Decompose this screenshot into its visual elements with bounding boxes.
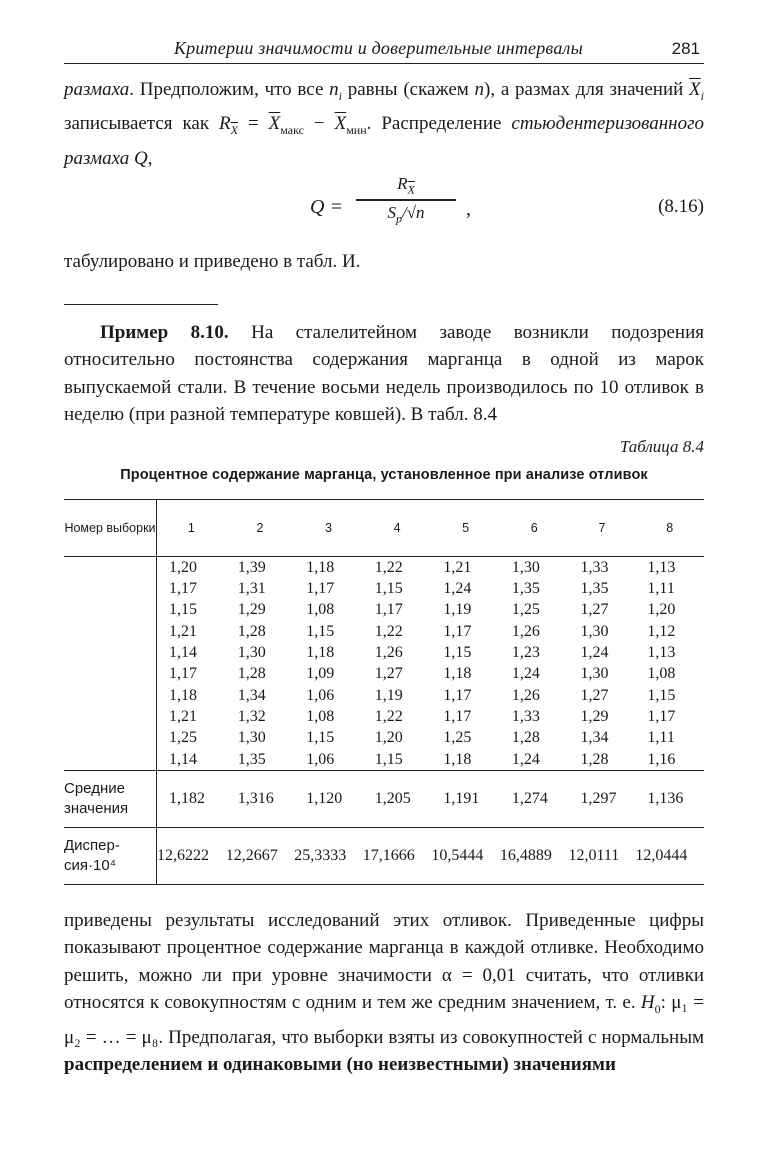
value-stack: [157, 557, 226, 770]
value-cell: 1,17: [443, 707, 472, 725]
value-cell: 1,30: [237, 729, 266, 747]
dispersion-cell: 12,0111: [568, 827, 635, 884]
value-cell: 1,21: [169, 707, 197, 725]
value-cell: 1,31: [237, 580, 266, 598]
value-cell: 1,33: [511, 707, 540, 725]
mean-cell: 1,297: [568, 770, 635, 827]
means-label: [64, 770, 157, 827]
sub-i-2: i: [700, 88, 704, 103]
dispersion-label-line2: сия·10⁴: [64, 856, 117, 874]
values-column: [500, 556, 569, 770]
example-text: На сталелитейном заводе возникли подозрения относительно постоянства содержания марганца в одной из марок выпускаемой стали. В течение восьми недель производилось по 10 отливок в неделю (при разной температуре ковшей). В табл. 8.4: [64, 321, 704, 426]
value-cell: 1,25: [511, 601, 540, 619]
var-x-bar-min: $\overline{X}$: [334, 113, 347, 135]
value-cell: 1,15: [374, 750, 403, 768]
dispersion-cell: 10,5444: [431, 827, 500, 884]
value-cell: 1,15: [306, 622, 335, 640]
dispersion-cell: 16,4889: [500, 827, 569, 884]
section-divider: [64, 304, 218, 305]
mean-cell: 1,274: [500, 770, 569, 827]
value-cell: 1,26: [374, 644, 403, 662]
mean-cell: 1,316: [226, 770, 295, 827]
value-cell: 1,23: [511, 644, 540, 662]
value-cell: 1,18: [306, 558, 335, 576]
intro-paragraph: [64, 76, 704, 172]
value-cell: 1,24: [511, 665, 540, 683]
values-label-cell: [64, 556, 157, 770]
table-values-row: [64, 556, 704, 770]
sub-zero: 0: [654, 1002, 661, 1017]
value-cell: 1,24: [443, 580, 472, 598]
formula-fraction: [356, 174, 456, 226]
intro-text-4: записывается как: [64, 113, 220, 135]
running-title: Критерии значимости и доверительные интервалы: [174, 38, 583, 58]
value-stack: [568, 557, 635, 770]
value-cell: 1,12: [647, 622, 676, 640]
value-cell: 1,22: [374, 558, 403, 576]
value-cell: 1,15: [374, 580, 403, 598]
formula-comma: ,: [466, 198, 471, 221]
equation-number: (8.16): [658, 196, 704, 218]
formula-lhs: Q =: [310, 196, 343, 219]
value-stack: [226, 557, 295, 770]
value-stack: [431, 557, 500, 770]
value-cell: 1,17: [169, 580, 197, 598]
value-cell: 1,08: [306, 601, 335, 619]
value-stack: [294, 557, 363, 770]
value-cell: 1,26: [511, 686, 540, 704]
value-cell: 1,17: [647, 707, 676, 725]
value-stack: [635, 557, 704, 770]
value-cell: 1,25: [443, 729, 472, 747]
value-cell: 1,39: [237, 558, 266, 576]
example-paragraph: [64, 319, 704, 429]
after-paragraph: [64, 907, 704, 1079]
value-cell: 1,27: [580, 686, 609, 704]
var-n: n: [329, 79, 339, 100]
dispersion-cell: 17,1666: [363, 827, 432, 884]
values-column: [363, 556, 432, 770]
value-cell: 1,11: [647, 580, 675, 598]
value-cell: 1,20: [647, 601, 676, 619]
value-cell: 1,08: [306, 707, 335, 725]
header-col: 1: [157, 499, 226, 556]
value-cell: 1,24: [580, 644, 609, 662]
value-cell: 1,28: [511, 729, 540, 747]
means-label-line1: Средние: [64, 779, 125, 797]
value-cell: 1,13: [647, 644, 676, 662]
value-cell: 1,27: [374, 665, 403, 683]
value-cell: 1,35: [237, 750, 266, 768]
value-cell: 1,17: [443, 622, 472, 640]
var-x-bar: $\overline{X}$: [689, 79, 701, 100]
running-header: [64, 38, 704, 64]
header-col: 8: [635, 499, 704, 556]
values-column: [568, 556, 635, 770]
value-cell: 1,17: [443, 686, 472, 704]
value-cell: 1,34: [237, 686, 266, 704]
value-cell: 1,17: [306, 580, 335, 598]
header-col: 3: [294, 499, 363, 556]
value-cell: 1,09: [306, 665, 335, 683]
mean-cell: 1,182: [157, 770, 226, 827]
value-cell: 1,18: [443, 750, 472, 768]
values-column: [157, 556, 226, 770]
value-cell: 1,15: [647, 686, 676, 704]
dispersion-label-line1: Диспер-: [64, 836, 120, 854]
value-cell: 1,18: [306, 644, 335, 662]
value-cell: 1,16: [647, 750, 676, 768]
value-cell: 1,29: [237, 601, 266, 619]
intro-comma: ,: [147, 147, 153, 169]
value-cell: 1,30: [237, 644, 266, 662]
var-r: R: [219, 113, 231, 135]
value-cell: 1,21: [443, 558, 472, 576]
value-stack: [363, 557, 432, 770]
value-cell: 1,22: [374, 622, 403, 640]
term-studentized-range: стьюдентеризованного размаха Q: [64, 113, 704, 169]
value-cell: 1,19: [374, 686, 403, 704]
value-stack: [500, 557, 569, 770]
value-cell: 1,15: [169, 601, 197, 619]
value-cell: 1,11: [647, 729, 675, 747]
header-col: 2: [226, 499, 295, 556]
formula-8-16: [64, 174, 704, 248]
intro-text-3: ), а размах для значений: [484, 79, 690, 100]
table-label: Таблица 8.4: [619, 436, 704, 456]
sub-min: мин: [346, 123, 367, 138]
dispersion-cell: 12,6222: [157, 827, 226, 884]
term-range: размаха: [64, 79, 130, 100]
dispersion-cell: 12,0444: [635, 827, 704, 884]
page-number: 281: [671, 39, 700, 58]
value-cell: 1,30: [580, 665, 609, 683]
var-x-bar-max: $\overline{X}$: [268, 113, 281, 135]
table-header-row: [64, 499, 704, 556]
denominator-tail: /√n: [401, 202, 425, 222]
mean-cell: 1,120: [294, 770, 363, 827]
header-col: 4: [363, 499, 432, 556]
value-cell: 1,28: [237, 622, 266, 640]
intro-text-5: . Распределение: [366, 113, 512, 135]
equals: =: [238, 113, 269, 135]
values-column: [431, 556, 500, 770]
manganese-table: [64, 499, 704, 885]
value-cell: 1,35: [511, 580, 540, 598]
value-cell: 1,30: [580, 622, 609, 640]
value-cell: 1,14: [169, 750, 197, 768]
value-cell: 1,30: [511, 558, 540, 576]
header-sample-number: Номер выборки: [64, 499, 157, 556]
value-cell: 1,17: [374, 601, 403, 619]
dispersion-label: [64, 827, 157, 884]
denominator-sub: p: [395, 211, 402, 226]
value-cell: 1,28: [237, 665, 266, 683]
header-col: 7: [568, 499, 635, 556]
value-cell: 1,20: [169, 558, 197, 576]
value-cell: 1,24: [511, 750, 540, 768]
after-text-1: приведены результаты исследований этих отливок. Приведенные цифры показывают процентное содержание марганца в каждой отливке. Необходимо решить, можно ли при уровне значимости α = 0,01 считать, что отливки относятся к совокупностям с одним и тем же средним значением, т. е.: [64, 909, 704, 1014]
numerator-r: R: [397, 174, 408, 194]
intro-text-2: равны (скажем: [341, 79, 475, 100]
intro-text-1: . Предположим, что все: [129, 79, 330, 100]
value-cell: 1,06: [306, 750, 335, 768]
sub-x-bar: X: [230, 123, 238, 138]
formula-numerator: [356, 174, 456, 199]
value-cell: 1,27: [580, 601, 609, 619]
value-cell: 1,22: [374, 707, 403, 725]
means-label-line2: значения: [64, 799, 129, 817]
var-h: H: [640, 992, 655, 1014]
var-n-2: n: [474, 79, 485, 100]
page: [64, 38, 704, 1079]
value-cell: 1,26: [511, 622, 540, 640]
value-cell: 1,35: [580, 580, 609, 598]
value-cell: 1,29: [580, 707, 609, 725]
table-dispersion-row: [64, 827, 704, 884]
mean-cell: 1,136: [635, 770, 704, 827]
value-cell: 1,34: [580, 729, 609, 747]
sub-max: макс: [280, 123, 304, 138]
values-column: [635, 556, 704, 770]
value-cell: 1,20: [374, 729, 403, 747]
value-cell: 1,06: [306, 686, 335, 704]
after-text-3: распределением и одинаковыми (но неизвестными) значениями: [64, 1054, 616, 1076]
value-cell: 1,15: [443, 644, 472, 662]
values-column: [294, 556, 363, 770]
header-col: 5: [431, 499, 500, 556]
value-cell: 1,32: [237, 707, 266, 725]
value-cell: 1,17: [169, 665, 197, 683]
value-cell: 1,08: [647, 665, 676, 683]
value-cell: 1,33: [580, 558, 609, 576]
value-cell: 1,25: [169, 729, 197, 747]
denominator-s: S: [387, 202, 396, 222]
value-cell: 1,28: [580, 750, 609, 768]
value-cell: 1,18: [169, 686, 197, 704]
minus: −: [303, 113, 335, 135]
value-cell: 1,21: [169, 622, 197, 640]
example-label: Пример 8.10.: [100, 321, 229, 343]
dispersion-cell: 12,2667: [226, 827, 295, 884]
table-caption: Процентное содержание марганца, установленное при анализе отливок: [120, 466, 648, 483]
intro-end: табулировано и приведено в табл. И.: [64, 251, 361, 273]
values-column: [226, 556, 295, 770]
mean-cell: 1,205: [363, 770, 432, 827]
value-cell: 1,15: [306, 729, 335, 747]
numerator-sub: X: [407, 182, 415, 197]
value-cell: 1,18: [443, 665, 472, 683]
formula-denominator: [356, 201, 456, 226]
value-cell: 1,13: [647, 558, 676, 576]
header-col: 6: [500, 499, 569, 556]
mean-cell: 1,191: [431, 770, 500, 827]
value-cell: 1,14: [169, 644, 197, 662]
dispersion-cell: 25,3333: [294, 827, 363, 884]
after-text-2: : μ₁ = μ₂ = … = μ₈. Предполагая, что выборки взяты из совокупностей с нормальным: [64, 992, 704, 1048]
value-cell: 1,19: [443, 601, 472, 619]
table-means-row: [64, 770, 704, 827]
sub-i: i: [338, 88, 342, 103]
